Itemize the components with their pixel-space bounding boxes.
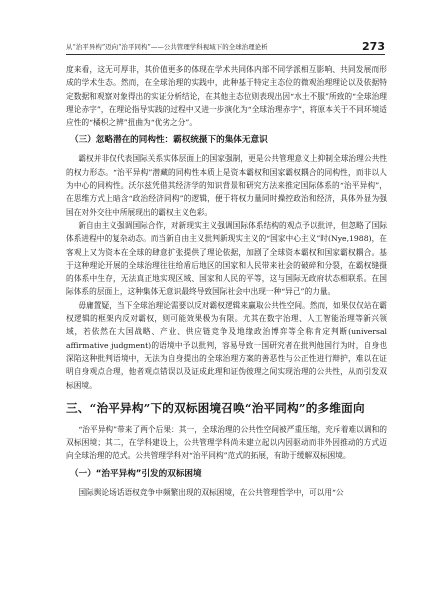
article-body — [66, 63, 387, 499]
running-header-title: 从“治平异构”迈向“治平同构”——公共管理学科视域下的全球治理论析 — [66, 43, 268, 51]
body-paragraph: 霸权并非仅代表国际关系实体层面上的国家强制，更是公共管理意义上抑制全球治理公共性的权力形态。“治平异构”潜藏的同构性本质上是资本霸权和国家霸权耦合的同构性，而非以人为中心的同构性。沃尔兹凭借其经济学的知识背景和研究方法来推定国际体系的“治平异构”，在思维方式上暗含“政治经济同构”的逻辑，便于将权力量同时操控政治和经济，具体外显为强国在对外交往中所展现出的霸权主义色彩。 — [66, 154, 387, 217]
body-paragraph: 毋庸置疑，当下全球治理论需要以反对霸权逻辑来赢取公共性空间。然而，如果仅仅站在霸权逻辑的框架内反对霸权，则可能效果极为有限。尤其在数字治理、人工智能治理等新兴领域，若依然在大国战略、产业、供应链竞争及地缘政治博弈等全称肯定判断(universal affirmative judgment)的语境中予以批判，容易导致一国研究者在批判他国行为时，自身也深陷这种批判语境中，无法为自身提出的全球治理方案的善恶性与公正性进行辩护，难以在证明自身观点合理，他者观点错误以及证成此理和证伪彼理之间实现治理的公共性，从而引发双标困境。 — [66, 300, 387, 390]
subsection-heading-3: （三）忽略潜在的同构性：霸权统摄下的集体无意识 — [70, 135, 268, 146]
body-paragraph: 度来看，这无可厚非，其价值更多的体现在学术共同体内部不同学派相互影响、共同发展而形成的学术生态。然而，在全球治理的实践中，此种基于特定主态位的微观治理理论以及依据特定数据和观察对象得出的实证分析结论，在其他主态位则表现出因“水土不服”所致的“全球治理理论赤字”，在理论指导实践的过程中又进一步演化为“全球治理赤字”，将原本关于不同环境适应性的“橘枳之辨”扭曲为“优劣之分”。 — [66, 65, 387, 128]
subsection-heading-1: （一）“治平异构”引发的双标困境 — [70, 468, 202, 479]
section-heading-3: 三、“治平异构”下的双标困境召唤“治平同构”的多维面向 — [66, 400, 365, 415]
body-paragraph: 国际舆论场话语权竞争中频繁出现的双标困境，在公共管理哲学中，可以用“公 — [78, 487, 344, 497]
body-paragraph: 新自由主义强调国际合作，对新现实主义强调国际体系结构的观点予以批评，但忽略了国际体系进程中的复杂动态。而当新自由主义批判新现实主义的“国家中心主义”时(Nye,1988)，在客观上又为资本在全球的肆意扩张提供了理论依据，加剧了全球资本霸权和国家霸权耦合。基于这种理论开展的全球治理往往给盾后地区的国家和人民带来社会的破碎和分裂，在霸权缝摄的体系中生存，无法真正地实现区域、国家和人民的平等，这与国际无政府状态相联系。在国际体系的层面上，这种集体无意识最终导致国际社会中出现一种“异己”的力量。 — [66, 220, 387, 297]
body-paragraph: “治平异构”带来了两个后果：其一，全球治理的公共性空间被严重压缩，充斥着难以调和的双标困境；其二，在学科建设上，公共管理学科尚未建立起以内因驱动而非外因推动的方式迈向全球治理的范式。公共管理学科对“治平同构”范式的拓展，有助于缓解双标困境。 — [66, 424, 387, 461]
page-number: 273 — [362, 40, 385, 53]
running-header — [66, 36, 385, 55]
